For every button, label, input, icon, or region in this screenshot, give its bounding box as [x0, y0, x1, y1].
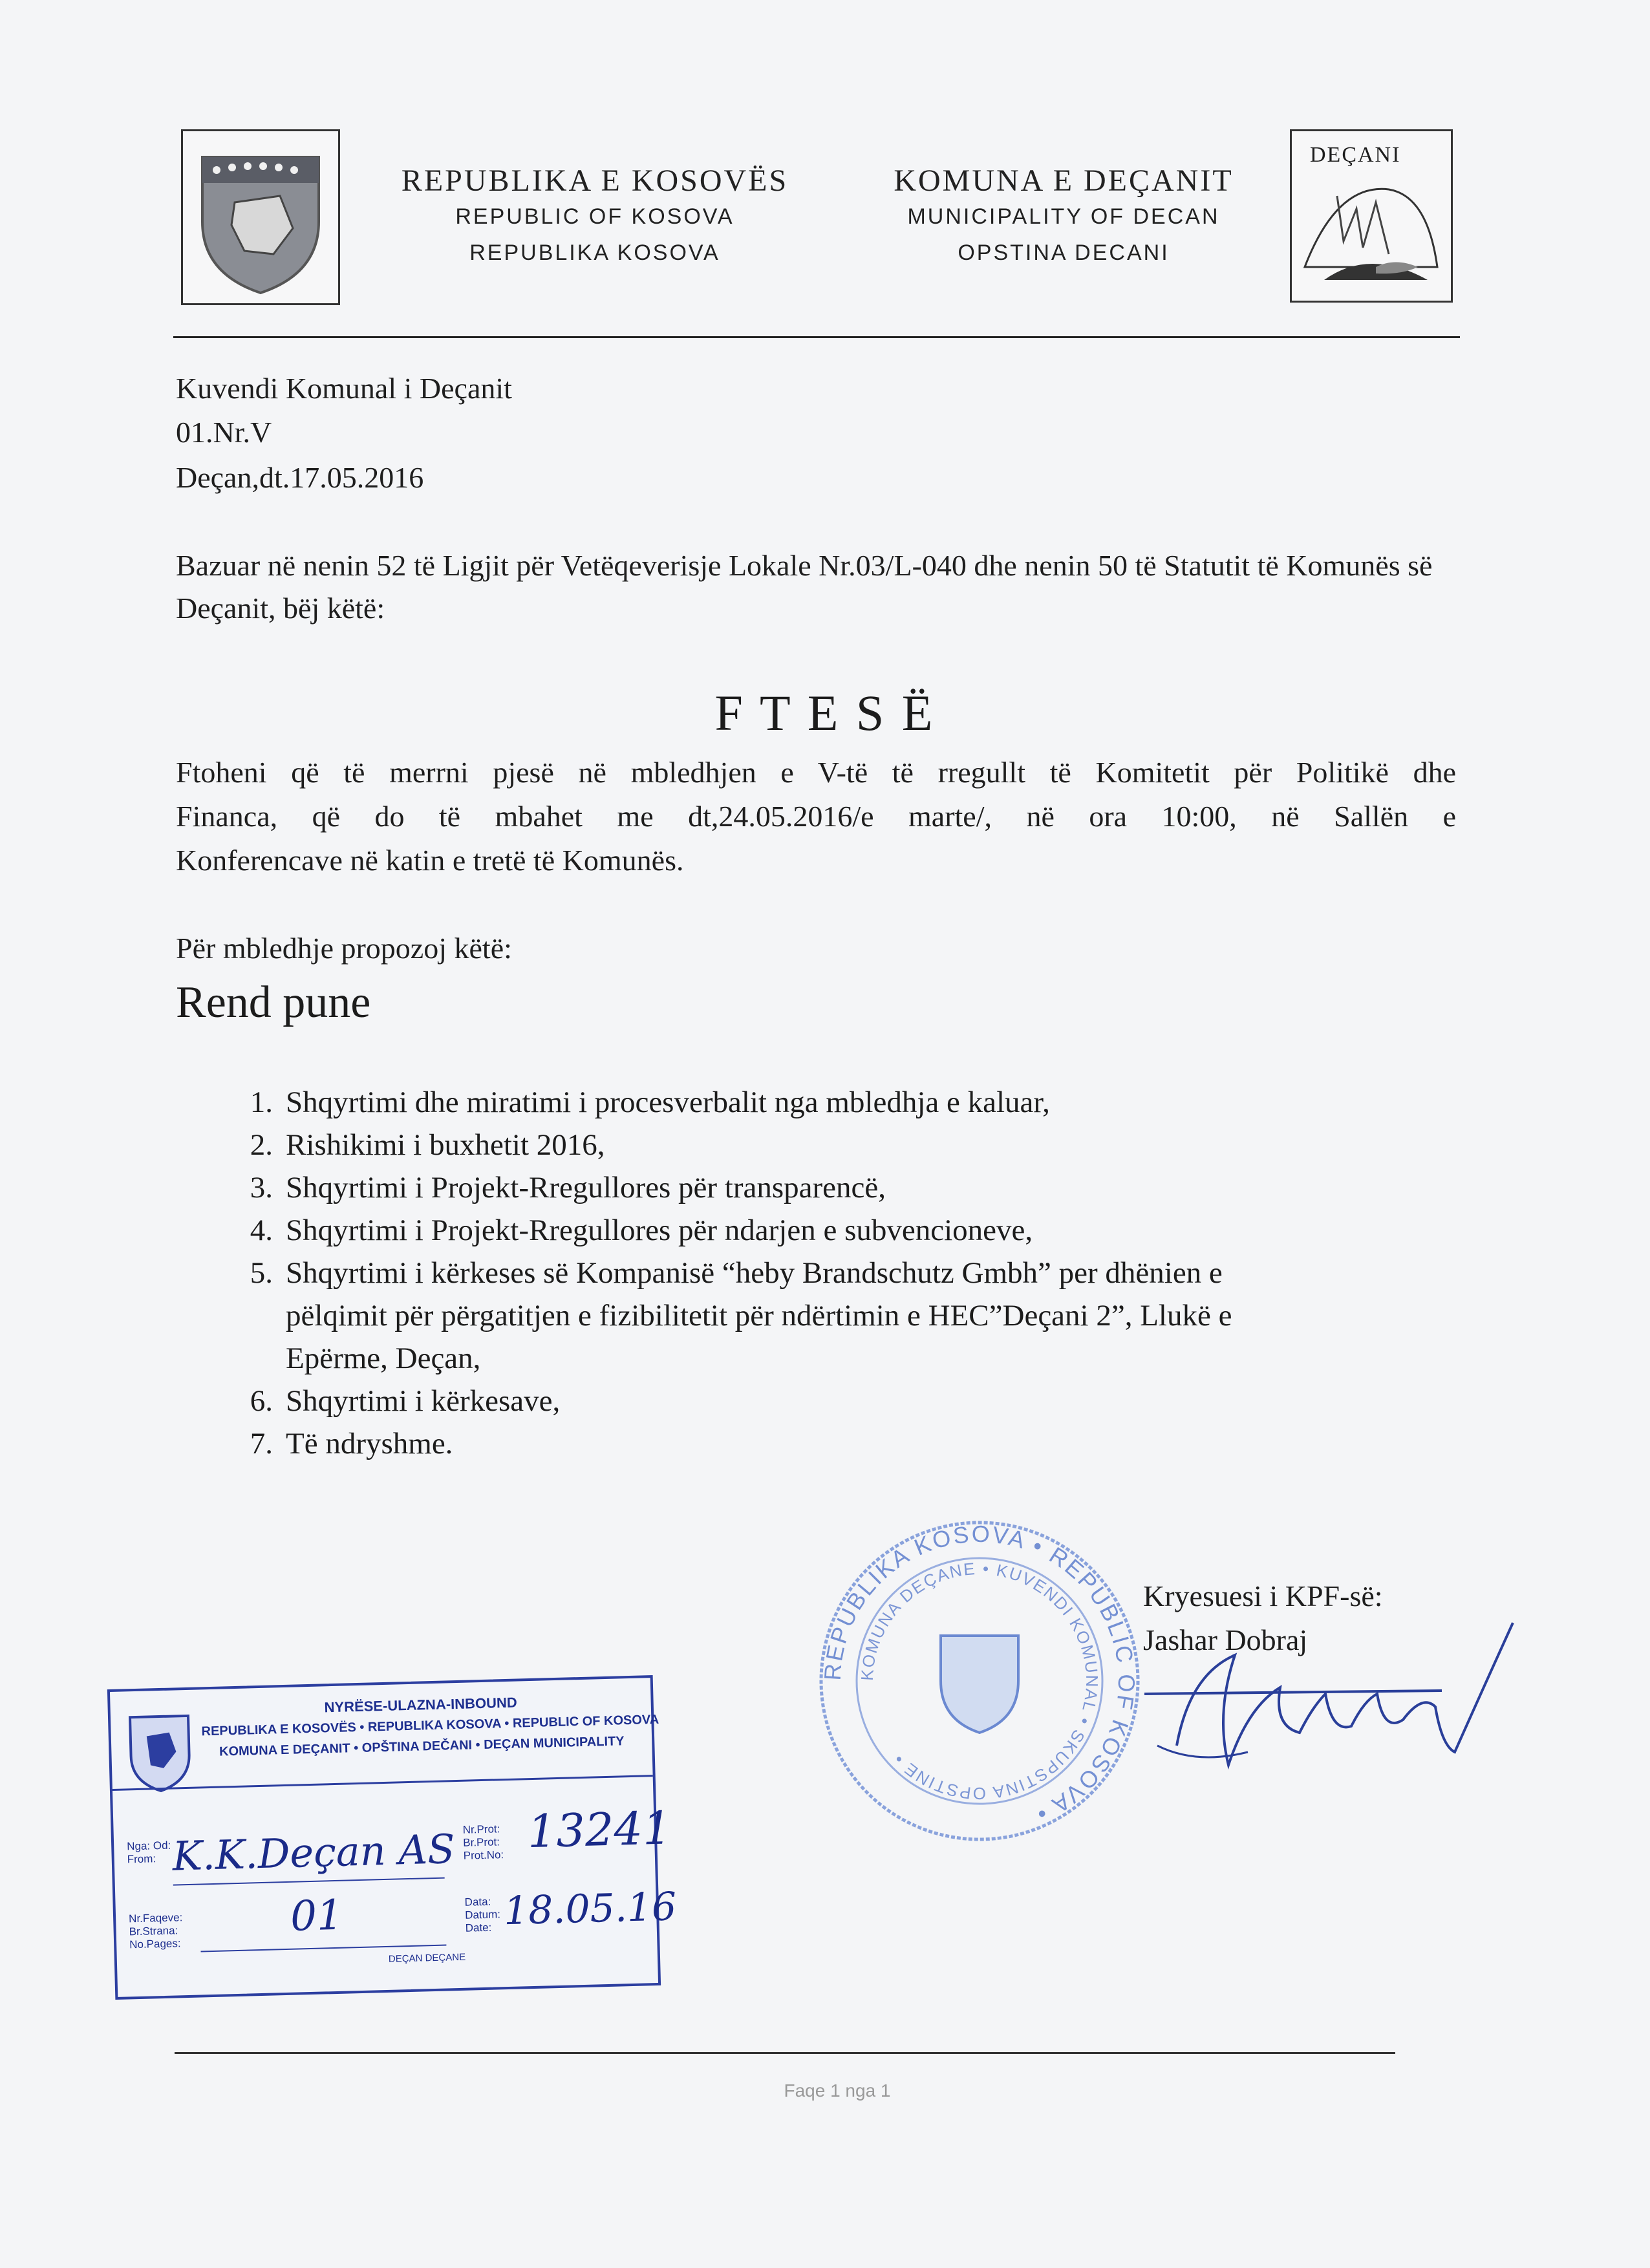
- agenda-item-number: 2.: [250, 1128, 273, 1162]
- round-stamp: [811, 1513, 1148, 1849]
- reference-number: 01.Nr.V: [176, 416, 272, 449]
- agenda-item-text: Të ndryshme.: [286, 1427, 453, 1460]
- document-title: F T E S Ë: [714, 685, 936, 741]
- agenda-title: Rend pune: [176, 978, 371, 1027]
- round-stamp-outer-text: REPUBLIKA KOSOVA • REPUBLIC OF KOSOVA •: [819, 1520, 1141, 1829]
- agenda-list: [189, 1081, 1456, 1465]
- agenda-item-number: 7.: [250, 1427, 273, 1460]
- agenda-item-text: Shqyrtimi dhe miratimi i procesverbalit nga mbledhja e kaluar,: [286, 1086, 1050, 1119]
- reg-stamp-page-value: 01: [290, 1891, 344, 1941]
- propose-line: Për mbledhje propozoj këtë:: [176, 932, 512, 965]
- reg-stamp-from-value: K.K.Deçan AS: [171, 1825, 456, 1880]
- reg-stamp-prot-label: Nr.Prot: Br.Prot: Prot.No:: [462, 1823, 504, 1862]
- agenda-item: [189, 1380, 1456, 1422]
- institution-name: Kuvendi Komunal i Deçanit: [176, 372, 512, 405]
- agenda-item-text: Rishikimi i buxhetit 2016,: [286, 1128, 605, 1162]
- agenda-item-text-cont: pëlqimit për përgatitjen e fizibilitetit për ndërtimin e HEC”Deçani 2”, Llukë e: [286, 1299, 1232, 1332]
- reg-stamp-date-label: Data: Datum: Date:: [464, 1895, 501, 1934]
- agenda-item-text: Shqyrtimi i kërkesave,: [286, 1384, 561, 1418]
- agenda-item: [189, 1422, 1456, 1465]
- kosovo-coat-of-arms-icon: [183, 131, 338, 303]
- agenda-item-text: Shqyrtimi i Projekt-Rregullores për ndarjen e subvencioneve,: [286, 1214, 1033, 1247]
- agenda-item: [189, 1252, 1456, 1380]
- header-left-line2: REPUBLIC OF KOSOVA: [455, 204, 734, 229]
- agenda-item-number: 5.: [250, 1256, 273, 1290]
- round-stamp-shield-icon: [941, 1636, 1018, 1733]
- stamp-shield-icon: [123, 1709, 197, 1795]
- page-footer: Faqe 1 nga 1: [784, 2081, 891, 2101]
- handwritten-signature: [1119, 1597, 1571, 1797]
- agenda-item: [189, 1166, 1456, 1209]
- agenda-item-text-cont: Epërme, Deçan,: [286, 1342, 481, 1375]
- registration-stamp: [107, 1675, 678, 2000]
- agenda-item: [189, 1081, 1456, 1124]
- header-left-line3: REPUBLIKA KOSOVA: [469, 241, 720, 265]
- invitation-line-1: Ftoheni që të merrni pjesë në mbledhjen e V-të të rregullt të Komitetit për Politikë dhe: [176, 756, 1456, 789]
- invitation-line-3: Konferencave në katin e tretë të Komunës.: [176, 844, 684, 877]
- right-logo-label: DEÇANI: [1310, 143, 1401, 167]
- header-right-line2: MUNICIPALITY OF DECAN: [907, 204, 1220, 229]
- signature-role: Kryesuesi i KPF-së:: [1143, 1579, 1383, 1612]
- reg-stamp-page-underline: [200, 1945, 446, 1952]
- reg-stamp-from-label: Nga: Od: From:: [126, 1839, 171, 1866]
- round-stamp-inner-text: KOMUNA DEÇANE • KUVENDI KOMUNAL • SKUPSTINA OPSTINE •: [857, 1558, 1102, 1804]
- signature-name: Jashar Dobraj: [1143, 1623, 1308, 1656]
- agenda-item: [189, 1209, 1456, 1252]
- decani-emblem-icon: [1298, 170, 1444, 297]
- agenda-item-text: Shqyrtimi i kërkeses së Kompanisë “heby Brandschutz Gmbh” per dhënien e: [286, 1256, 1223, 1290]
- agenda-item-text: Shqyrtimi i Projekt-Rregullores për transparencë,: [286, 1171, 886, 1204]
- reg-stamp-page-label: Nr.Faqeve: Br.Strana: No.Pages:: [128, 1911, 183, 1951]
- header-rule: [173, 336, 1460, 338]
- invitation-line-2: Financa, që do të mbahet me dt,24.05.2016/e marte/, në ora 10:00, në Sallën e: [176, 800, 1456, 833]
- header-left-title: REPUBLIKA E KOSOVËS: [401, 164, 789, 198]
- footer-rule: [175, 2052, 1395, 2054]
- header-right-title: KOMUNA E DEÇANIT: [894, 164, 1234, 198]
- reg-stamp-line1: NYRËSE-ULAZNA-INBOUND: [324, 1694, 518, 1716]
- agenda-item-number: 6.: [250, 1384, 273, 1418]
- intro-paragraph: Bazuar në nenin 52 të Ligjit për Vetëqeverisje Lokale Nr.03/L-040 dhe nenin 50 të Statutit të Komunës së Deçanit, bëj këtë:: [176, 549, 1433, 625]
- right-logo-frame: [1290, 129, 1453, 303]
- agenda-item: [189, 1124, 1456, 1166]
- header-right-line3: OPSTINA DECANI: [958, 241, 1170, 265]
- left-logo-frame: [181, 129, 340, 305]
- agenda-item-number: 3.: [250, 1171, 273, 1204]
- reg-stamp-line3: KOMUNA E DEÇANIT • OPŠTINA DEČANI • DEÇAN MUNICIPALITY: [219, 1734, 625, 1759]
- agenda-item-number: 4.: [250, 1214, 273, 1247]
- reg-stamp-date-value: 18.05.16: [503, 1884, 678, 1934]
- reg-stamp-prot-value: 13241: [526, 1801, 672, 1859]
- reg-stamp-line2: REPUBLIKA E KOSOVËS • REPUBLIKA KOSOVA • REPUBLIC OF KOSOVA: [201, 1712, 659, 1739]
- agenda-item-number: 1.: [250, 1086, 273, 1119]
- place-date: Deçan,dt.17.05.2016: [176, 461, 424, 494]
- reg-stamp-footer: DEÇAN DEÇANE: [388, 1951, 466, 1965]
